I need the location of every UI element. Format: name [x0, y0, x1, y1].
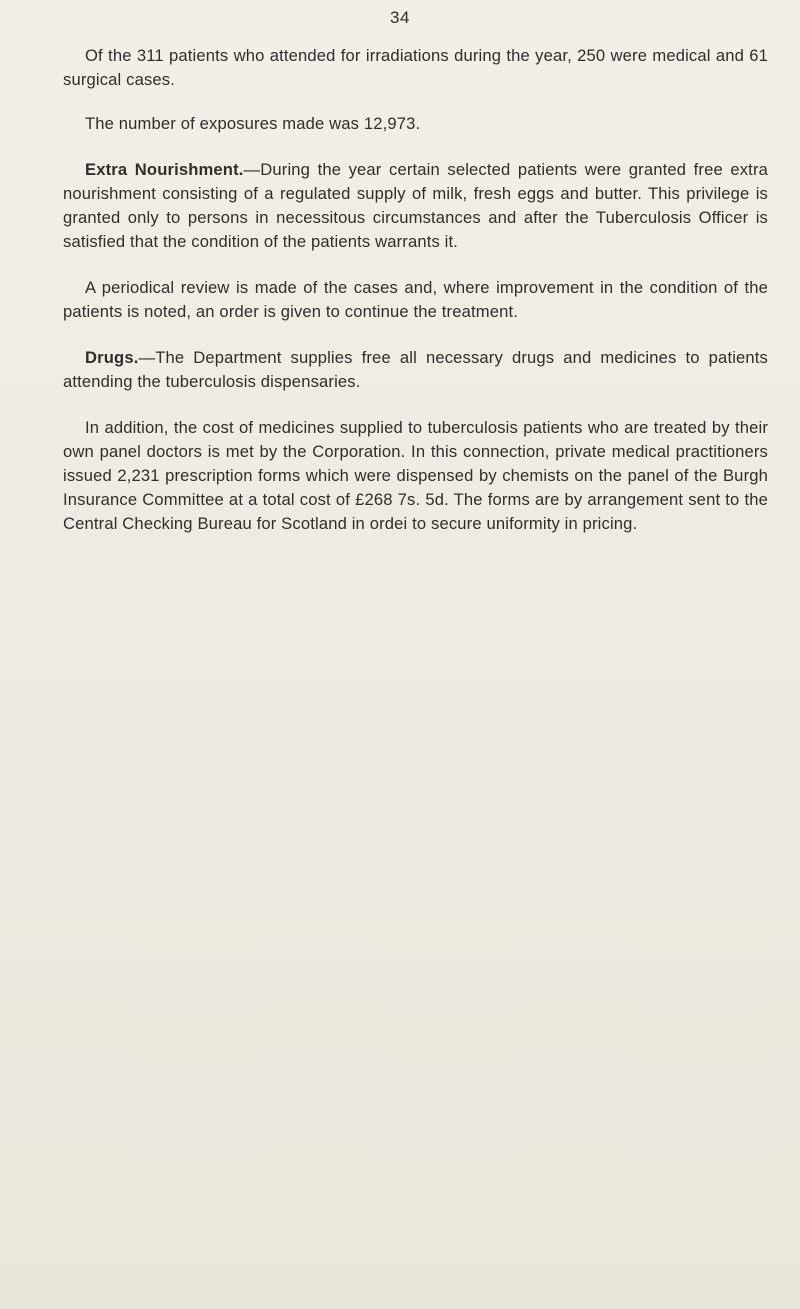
section-heading-extra-nourishment: Extra Nourishment.	[85, 160, 244, 179]
paragraph-exposures	[63, 112, 768, 136]
section-heading-drugs: Drugs.	[85, 348, 139, 367]
paragraph-medicines-cost	[63, 416, 768, 536]
paragraph-text: —During the year certain selected patients were granted free extra nourishment consisting of a regulated supply of milk, fresh eggs and butter. This privilege is granted only to persons in necessitous circumstances and after the Tuberculosis Officer is satisfied that the condition of the patients warrants it.	[63, 160, 768, 251]
paragraph-periodical-review	[63, 276, 768, 324]
paragraph-text: —The Department supplies free all necessary drugs and medicines to patients attending the tuberculosis dispensaries.	[63, 348, 768, 391]
paragraph-extra-nourishment	[63, 158, 768, 254]
paragraph-irradiations	[63, 44, 768, 92]
paragraph-drugs	[63, 346, 768, 394]
paragraph-text: The number of exposures made was 12,973.	[85, 114, 421, 133]
page-number: 34	[390, 8, 410, 27]
paragraph-text: Of the 311 patients who attended for irradiations during the year, 250 were medical and 61 surgical cases.	[63, 46, 768, 89]
document-body	[63, 44, 768, 556]
paragraph-text: In addition, the cost of medicines supplied to tuberculosis patients who are treated by their own panel doctors is met by the Corporation. In this connection, private medical practitioners issued 2,231 prescription forms which were dispensed by chemists on the panel of the Burgh Insurance Committee at a total cost of £268 7s. 5d. The forms are by arrangement sent to the Central Checking Bureau for Scotland in ordei to secure uniformity in pricing.	[63, 418, 768, 533]
paragraph-text: A periodical review is made of the cases and, where improvement in the condition of the patients is noted, an order is given to continue the treatment.	[63, 278, 768, 321]
